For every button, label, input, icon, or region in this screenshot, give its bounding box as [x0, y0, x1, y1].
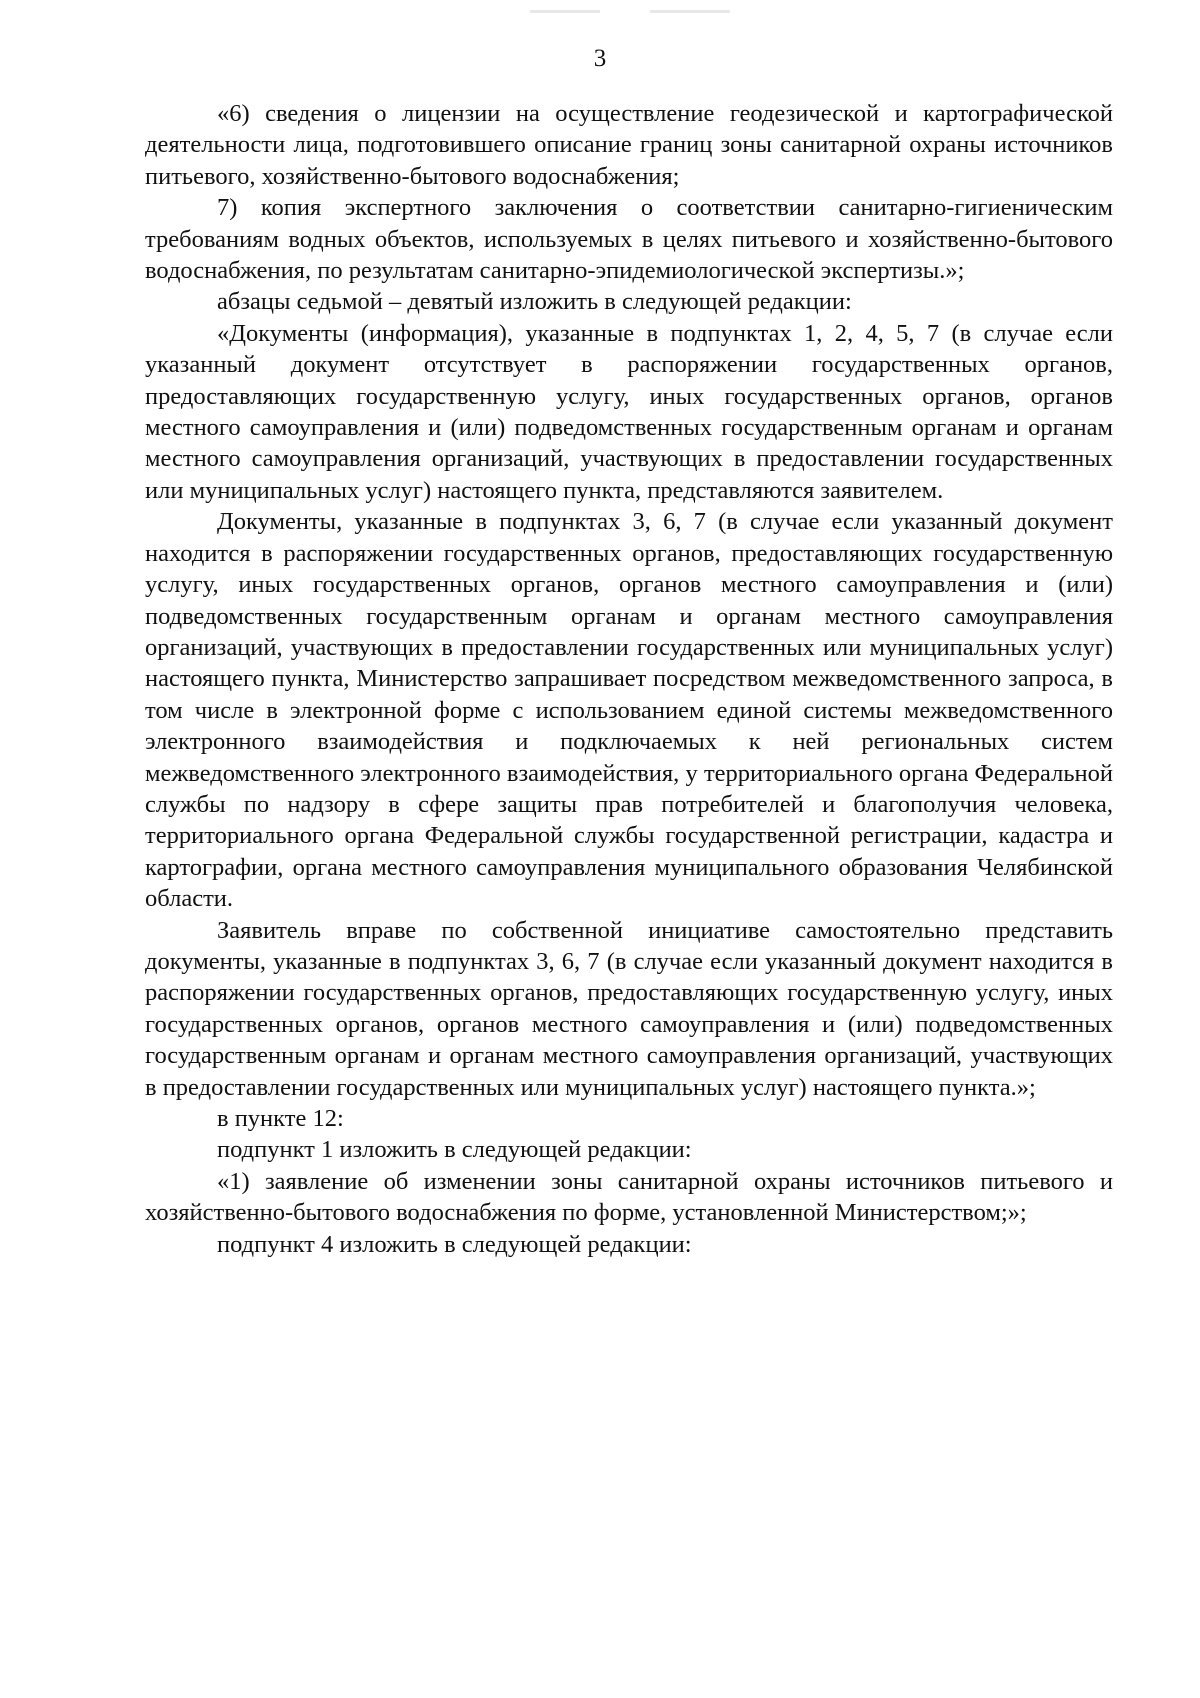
paragraph-subitem-7: 7) копия экспертного заключения о соответствии санитарно-гигиеническим требованиям водных объектов, используемых в целях питьевого и хозяйственно-бытового водоснабжения, по результатам санитарно-эпидемиологической экспертизы.»;: [145, 194, 1113, 285]
document-body: [145, 98, 1113, 1260]
paragraph-subitem-1-instruction: подпункт 1 изложить в следующей редакции:: [217, 1136, 692, 1164]
paragraph-amendment-instruction: абзацы седьмой – девятый изложить в следующей редакции:: [217, 288, 852, 316]
paragraph-documents-requested: Документы, указанные в подпунктах 3, 6, 7 (в случае если указанный документ находится в распоряжении государственных органов, предоставляющих государственную услугу, иных государственных органов, органов местного самоуправления и (или) подведомственных государственным органам и органам местного самоуправления организаций, участвующих в предоставлении государственных или муниципальных услуг) настоящего пункта, Министерство запрашивает посредством межведомственного запроса, в том числе в электронной форме с использованием единой системы межведомственного электронного взаимодействия и подключаемых к ней региональных систем межведомственного электронного взаимодействия, у территориального органа Федеральной службы по надзору в сфере защиты прав потребителей и благополучия человека, территориального органа Федеральной службы государственной регистрации, кадастра и картографии, органа местного самоуправления муниципального образования Челябинской области.: [145, 508, 1113, 913]
paragraph-documents-by-applicant: «Документы (информация), указанные в подпунктах 1, 2, 4, 5, 7 (в случае если указанный документ отсутствует в распоряжении государственных органов, предоставляющих государственную услугу, иных государственных органов, органов местного самоуправления и (или) подведомственных государственным органам и органам местного самоуправления организаций, участвующих в предоставлении государственных или муниципальных услуг) настоящего пункта, представляются заявителем.: [145, 319, 1113, 504]
paragraph-subitem-1-text: «1) заявление об изменении зоны санитарной охраны источников питьевого и хозяйственно-бытового водоснабжения по форме, установленной Министерством;»;: [145, 1167, 1113, 1227]
scan-artifact: [650, 10, 730, 13]
paragraph-subitem-4-instruction: подпункт 4 изложить в следующей редакции:: [217, 1230, 692, 1258]
page-number: 3: [593, 45, 607, 72]
paragraph-point-12: в пункте 12:: [217, 1105, 344, 1132]
paragraph-subitem-6: «6) сведения о лицензии на осуществление геодезической и картографической деятельности лица, подготовившего описание границ зоны санитарной охраны источников питьевого, хозяйственно-бытового водоснабжения;: [145, 100, 1113, 190]
paragraph-applicant-right: Заявитель вправе по собственной инициативе самостоятельно представить документы, указанные в подпунктах 3, 6, 7 (в случае если указанный документ находится в распоряжении государственных органов, предоставляющих государственную услугу, иных государственных органов, органов местного самоуправления и (или) подведомственных государственным органам и органам местного самоуправления организаций, участвующих в предоставлении государственных или муниципальных услуг) настоящего пункта.»;: [145, 916, 1113, 1101]
scan-artifact: [530, 10, 600, 13]
